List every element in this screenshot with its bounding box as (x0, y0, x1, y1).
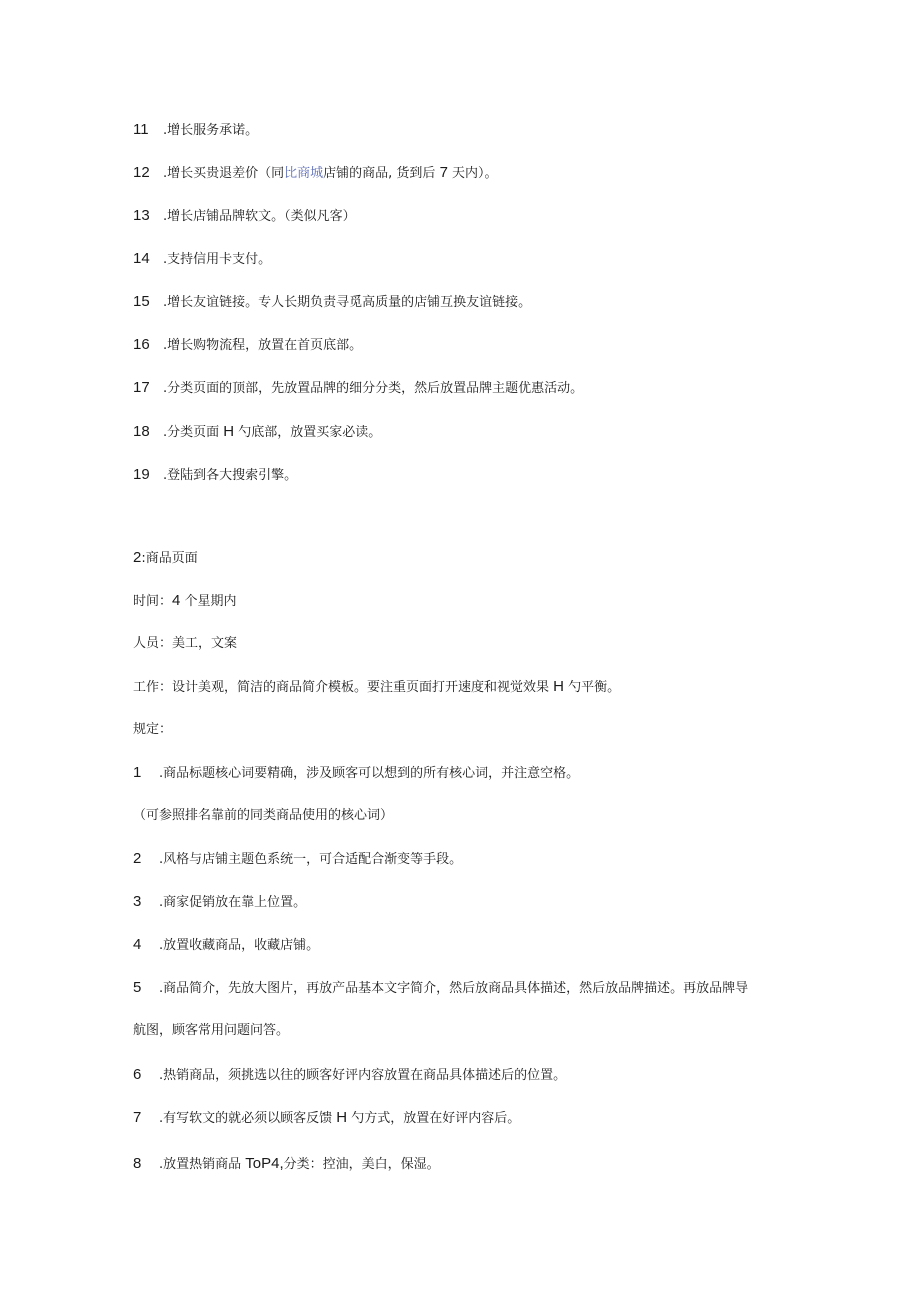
list-item-continuation (133, 1021, 289, 1041)
work-text-post: 勺平衡。 (563, 680, 621, 695)
item-text: .增长店铺品牌软文。（类似凡客） (163, 209, 356, 224)
time-text: 个星期内 (180, 594, 237, 609)
item-number: 1 (133, 764, 142, 781)
list-item (133, 335, 362, 356)
item-number: 6 (133, 1066, 142, 1083)
item-text-post: 勺底部，放置买家必读。 (234, 425, 382, 440)
section-heading (133, 548, 198, 569)
list-item (133, 206, 356, 227)
item-text: .商品简介，先放大图片，再放产品基本文字简介，然后放商品具体描述，然后放品牌描述。再放品牌导 (159, 981, 749, 996)
item-text-pre: .分类页面 (163, 425, 224, 440)
item-number: 3 (133, 893, 142, 910)
item-number: 7 (133, 1109, 142, 1126)
item-text-post: 勺方式，放置在好评内容后。 (347, 1111, 521, 1126)
work-latin: H (553, 678, 564, 695)
list-item-continuation (133, 806, 393, 826)
item-text: .商品标题核心词要精确，涉及顾客可以想到的所有核心词，并注意空格。 (159, 766, 580, 781)
item-number: 16 (133, 336, 150, 353)
item-text-post-b: 天内）。 (447, 166, 498, 181)
rules-label (133, 720, 172, 740)
item-text-pre: .增长买贵退差价（同 (163, 166, 285, 181)
time-number: 4 (172, 592, 181, 609)
item-text: .风格与店铺主题色系统一，可合适配合渐变等手段。 (159, 852, 463, 867)
item-number: 17 (133, 379, 150, 396)
item-number: 11 (133, 121, 149, 138)
item-text-pre: .放置热销商品 (159, 1157, 246, 1172)
item-text-post: 店铺的商品, 货到后 (323, 166, 440, 181)
item-text: .商家促销放在靠上位置。 (159, 895, 307, 910)
list-item (133, 292, 531, 313)
item-number: 14 (133, 250, 150, 267)
list-item (133, 1154, 440, 1175)
item-number: 18 (133, 423, 150, 440)
list-item (133, 249, 271, 270)
item-text: .增长服务承诺。 (163, 123, 259, 138)
list-item (133, 1065, 566, 1086)
item-latin: H (223, 423, 235, 440)
list-item (133, 849, 462, 870)
list-item (133, 378, 583, 399)
shop-link[interactable]: 比商城 (284, 166, 324, 181)
item-text: .支持信用卡支付。 (163, 252, 272, 267)
list-item (133, 1108, 520, 1129)
rules-label-text: 规定： (133, 722, 173, 737)
item-text-post: 分类：控油，美白，保湿。 (283, 1157, 440, 1172)
item-text: 航图，顾客常用问题问答。 (133, 1023, 290, 1038)
list-item (133, 978, 748, 999)
list-item (133, 465, 297, 486)
staff-line (133, 634, 237, 654)
item-number: 5 (133, 979, 142, 996)
list-item (133, 763, 579, 784)
item-number: 15 (133, 293, 150, 310)
item-text: .增长友谊链接。专人长期负责寻觅高质量的店铺互换友谊链接。 (163, 295, 532, 310)
staff-text: 人员：美工，文案 (133, 636, 238, 651)
list-item (133, 120, 258, 141)
item-digit: 7 (439, 164, 448, 181)
section-title: :商品页面 (141, 551, 198, 566)
item-latin: H (336, 1109, 348, 1126)
item-number: 4 (133, 936, 142, 953)
item-number: 2 (133, 850, 142, 867)
item-text: .登陆到各大搜索引擎。 (163, 468, 298, 483)
work-text-pre: 工作：设计美观，简洁的商品简介模板。要注重页面打开速度和视觉效果 (133, 680, 554, 695)
item-number: 13 (133, 207, 150, 224)
list-item (133, 892, 306, 913)
section-number: 2 (133, 549, 142, 566)
list-item (133, 163, 498, 184)
item-number: 8 (133, 1155, 142, 1172)
list-item (133, 935, 319, 956)
list-item (133, 422, 381, 443)
time-label: 时间： (133, 594, 173, 609)
item-number: 19 (133, 466, 150, 483)
item-text-pre: .有写软文的就必须以顾客反馈 (159, 1111, 337, 1126)
item-latin: ToP4, (245, 1155, 284, 1172)
item-number: 12 (133, 164, 150, 181)
item-text: .放置收藏商品，收藏店铺。 (159, 938, 320, 953)
item-text: （可参照排名靠前的同类商品使用的核心词） (133, 808, 394, 823)
work-line (133, 677, 620, 698)
time-line (133, 591, 237, 612)
item-text: .分类页面的顶部，先放置品牌的细分分类，然后放置品牌主题优惠活动。 (163, 381, 584, 396)
item-text: .热销商品，须挑选以往的顾客好评内容放置在商品具体描述后的位置。 (159, 1068, 567, 1083)
item-text: .增长购物流程，放置在首页底部。 (163, 338, 363, 353)
